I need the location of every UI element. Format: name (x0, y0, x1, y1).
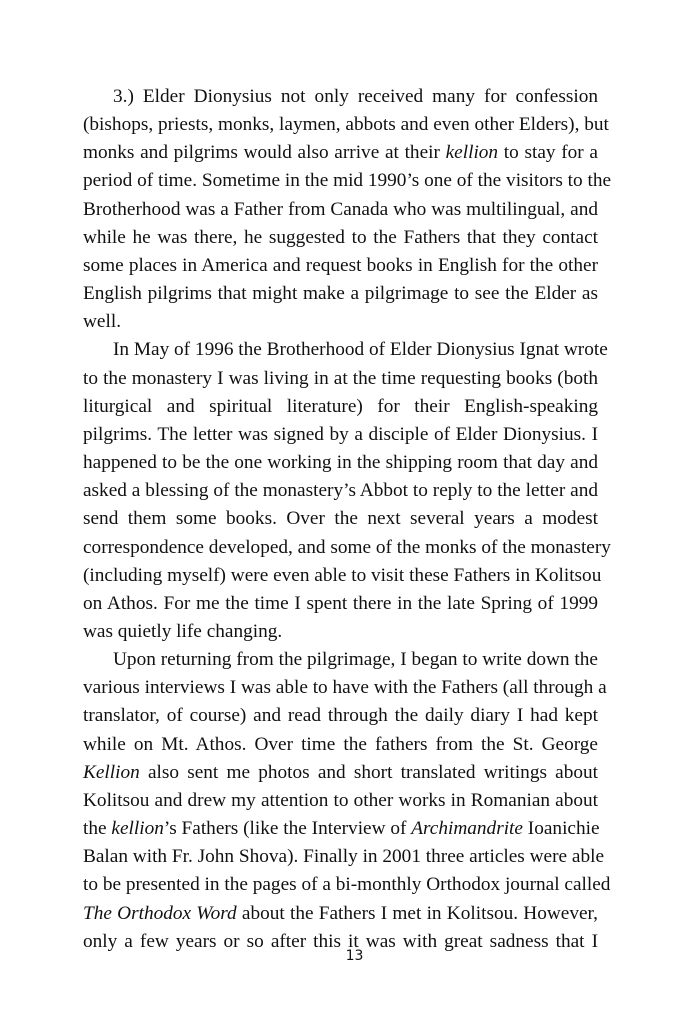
text-line (83, 871, 611, 899)
text-line (83, 111, 609, 139)
text-line (83, 843, 605, 871)
text-segment: to be presented in the pages of a bi-monthly Orthodox journal called (83, 874, 611, 896)
text-segment: some places in America and request books in English for the other (83, 254, 598, 276)
text-line (83, 702, 598, 730)
text-segment: only a few years or so after this it was with great sadness that I (83, 930, 598, 952)
text-line (83, 393, 598, 421)
text-segment: on Athos. For me the time I spent there in the late Spring of 1999 (83, 592, 598, 614)
text-line (83, 421, 598, 449)
text-segment: period of time. Sometime in the mid 1990’s one of the visitors to the (83, 170, 612, 192)
text-line (83, 224, 598, 252)
text-line (83, 477, 598, 505)
text-segment: about the Fathers I met in Kolitsou. However, (236, 902, 598, 924)
text-segment: while on Mt. Athos. Over time the fathers from the St. George (83, 733, 598, 755)
italic-text: The Orthodox Word (83, 902, 237, 924)
text-segment: send them some books. Over the next several years a modest (83, 508, 598, 530)
paragraph (83, 83, 612, 336)
italic-text: Kellion (83, 761, 140, 783)
text-line (83, 590, 598, 618)
text-line (83, 365, 598, 393)
text-segment: Upon returning from the pilgrimage, I began to write down the (113, 649, 598, 671)
text-line (83, 252, 598, 280)
text-segment: 3.) Elder Dionysius not only received many for confession (113, 86, 598, 107)
paragraph (83, 646, 611, 956)
text-line (83, 674, 607, 702)
text-segment: English pilgrims that might make a pilgrimage to see the Elder as (83, 283, 598, 305)
text-segment: monks and pilgrims would also arrive at their (83, 142, 446, 164)
text-line (83, 167, 612, 195)
text-segment: while he was there, he suggested to the Fathers that they contact (83, 226, 598, 248)
text-segment: also sent me photos and short translated writings about (139, 761, 598, 783)
italic-text: kellion (111, 818, 164, 840)
text-segment: correspondence developed, and some of the monks of the monastery (83, 536, 611, 558)
text-line (83, 731, 598, 759)
text-segment: asked a blessing of the monastery’s Abbot to reply to the letter and (83, 480, 598, 502)
text-segment: happened to be the one working in the shipping room that day and (83, 452, 598, 474)
text-line (83, 900, 598, 928)
italic-text: Archimandrite (411, 818, 523, 840)
page-number: 13 (345, 948, 364, 964)
text-line (83, 449, 598, 477)
text-line (83, 618, 598, 646)
text-segment: ’s Fathers (like the Interview of (163, 818, 412, 840)
text-line (83, 505, 598, 533)
body-text (83, 83, 612, 956)
text-segment: Kolitsou and drew my attention to other works in Romanian about (83, 789, 598, 811)
text-segment: Brotherhood was a Father from Canada who was multilingual, and (83, 198, 598, 220)
italic-text: kellion (445, 142, 499, 164)
text-line (83, 815, 598, 843)
text-line (83, 336, 608, 364)
text-segment: well. (83, 311, 122, 333)
paragraph (83, 336, 611, 646)
text-line (83, 139, 598, 167)
text-segment: the (83, 818, 112, 840)
text-segment: (bishops, priests, monks, laymen, abbots and even other Elders), but (83, 114, 609, 136)
text-line (83, 534, 611, 562)
text-segment: pilgrims. The letter was signed by a disciple of Elder Dionysius. I (83, 423, 598, 445)
text-segment: translator, of course) and read through the daily diary I had kept (83, 705, 598, 727)
text-line (83, 787, 598, 815)
text-segment: liturgical and spiritual literature) for their English-speaking (83, 395, 598, 417)
text-segment: Ioanichie (522, 818, 600, 840)
text-segment: to the monastery I was living in at the time requesting books (both (83, 367, 598, 389)
text-line (83, 308, 598, 336)
text-segment: Balan with Fr. John Shova). Finally in 2001 three articles were able (83, 846, 605, 868)
text-segment: to stay for a (498, 142, 598, 164)
text-line (83, 646, 598, 674)
text-line (83, 562, 602, 590)
text-segment: various interviews I was able to have with the Fathers (all through a (83, 677, 607, 699)
text-line (83, 280, 598, 308)
text-line (83, 196, 598, 224)
text-segment: was quietly life changing. (83, 620, 283, 642)
text-segment: In May of 1996 the Brotherhood of Elder Dionysius Ignat wrote (113, 339, 608, 361)
text-line (83, 759, 598, 787)
text-line (83, 83, 598, 111)
text-segment: (including myself) were even able to visit these Fathers in Kolitsou (83, 564, 602, 586)
